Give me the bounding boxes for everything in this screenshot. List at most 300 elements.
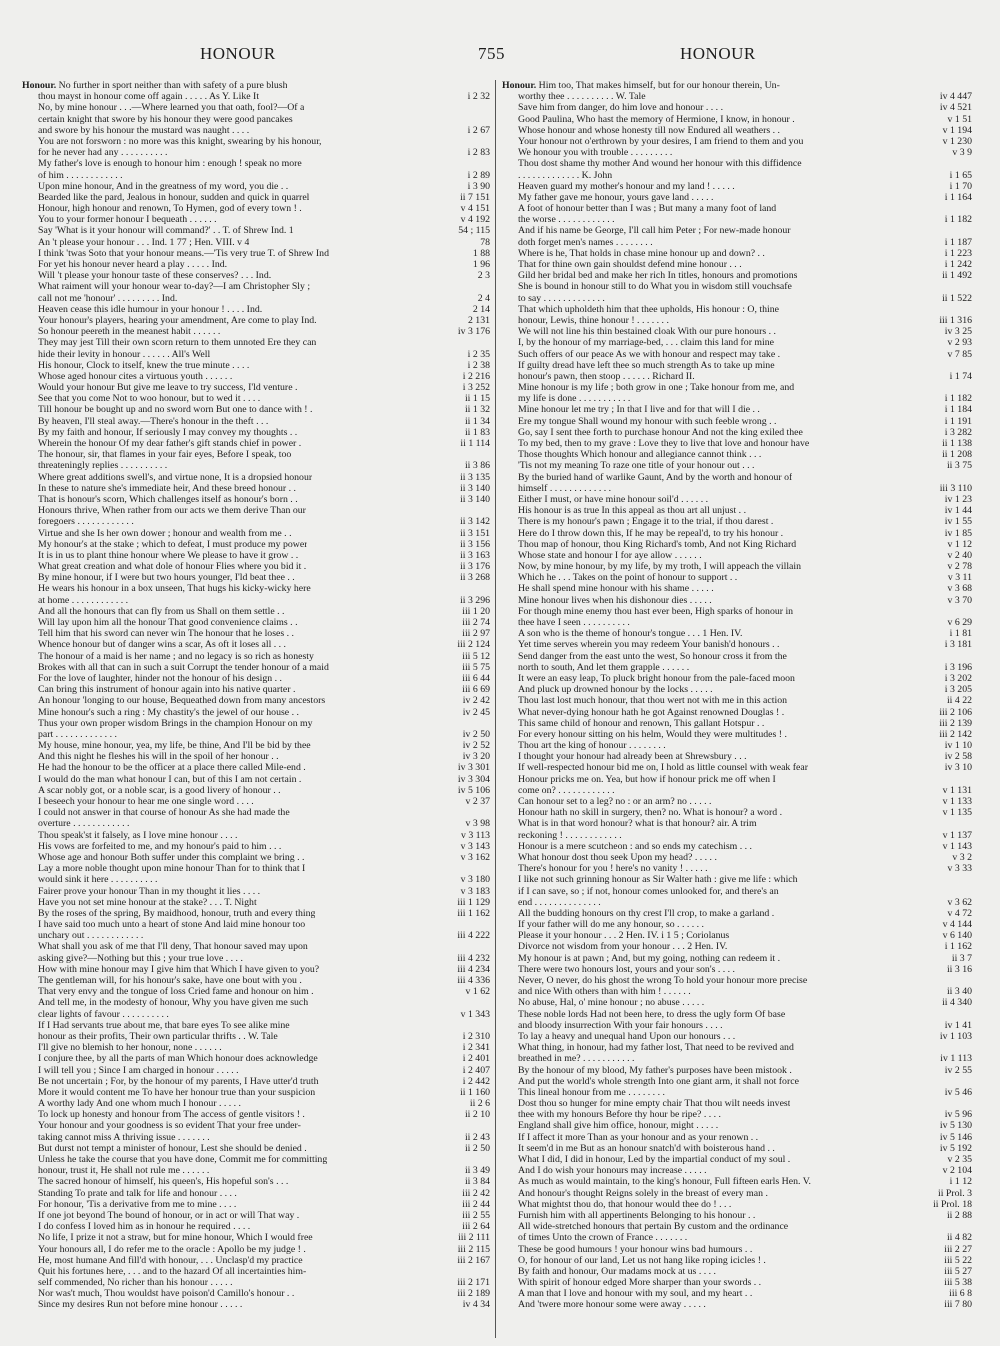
quotation-text: And tell me, in the modesty of honour, Why you have given me such [38, 997, 309, 1009]
entry-line [502, 1288, 972, 1299]
quotation-text: Now, by mine honour, by my life, by my troth, I will appeach the villain [518, 561, 802, 573]
entry-line [502, 796, 972, 807]
entry-line [22, 785, 490, 796]
quotation-text: Whose age and honour Both suffer under this complaint we bring . . [38, 851, 305, 863]
citation-reference: i 3 252 [462, 382, 490, 394]
entry-line [502, 248, 972, 259]
entry-line [22, 1266, 490, 1277]
citation-reference: ii 4 340 [942, 997, 972, 1009]
entry-line [502, 281, 972, 292]
headword: Honour. [22, 80, 59, 91]
entry-line [502, 91, 972, 102]
citation-reference: ii 2 6 [469, 1098, 490, 1110]
quotation-text: of him . . . . . . . . . . . . [38, 169, 123, 181]
citation-reference: iii 2 55 [462, 1209, 490, 1221]
quotation-text: Whose honour and whose honesty till now Endured all weathers . . [518, 124, 781, 136]
citation-reference: v 1 62 [465, 986, 490, 998]
entry-line [502, 259, 972, 270]
quotation-text: But durst not tempt a minister of honour, Lest she should be denied . [38, 1142, 307, 1154]
quotation-text: They may jest Till their own scorn return to them unnoted Ere they can [38, 337, 317, 349]
quotation-text: Please it your honour . . . 2 Hen. IV. i 1 5 ; Coriolanus [518, 930, 730, 942]
entry-line [22, 651, 490, 662]
quotation-text: Your honour's players, hearing your amendment, Are come to play Ind. [38, 314, 317, 326]
quotation-text: come on? . . . . . . . . . . . . [518, 784, 615, 796]
entry-line [22, 181, 490, 192]
citation-reference: i 3 181 [944, 639, 972, 651]
quotation-text: part . . . . . . . . . . . . . [38, 728, 117, 740]
quotation-text: And honour's thought Reigns solely in the breast of every man . [518, 1187, 768, 1199]
quotation-text: His honour, Clock to itself, knew the true minute . . . . [38, 359, 250, 371]
entry-line [502, 315, 972, 326]
entry-line [502, 270, 972, 281]
citation-reference: iv 1 41 [944, 1019, 972, 1031]
entry-line [502, 639, 972, 650]
entry-line [502, 595, 972, 606]
quotation-text: and bloody insurrection With your fair honours . . . . [518, 1019, 723, 1031]
entry-line [22, 818, 490, 829]
entry-line [22, 662, 490, 673]
citation-reference: v 1 135 [942, 807, 972, 819]
citation-reference: ii 3 140 [460, 482, 490, 494]
entry-line [22, 158, 490, 169]
quotation-text: And I do wish your honours may increase . . . . . [518, 1165, 707, 1177]
citation-reference: iv 5 146 [939, 1131, 972, 1143]
citation-reference: v 3 143 [460, 840, 490, 852]
citation-reference: v 1 137 [942, 829, 972, 841]
header-right-headword: HONOUR [680, 44, 756, 63]
entry-line [502, 751, 972, 762]
citation-reference: 54 ; 115 [458, 225, 490, 237]
entry-line [502, 651, 972, 662]
quotation-text: Fairer prove your honour Than in my thought it lies . . . . [38, 885, 261, 897]
entry-line [22, 740, 490, 751]
quotation-text: honour as their profits, Their own particular thrifts . . W. Tale [38, 1030, 278, 1042]
quotation-text: I, by the honour of my marriage-bed, . . . claim this land for mine [518, 337, 775, 349]
quotation-text: taking cannot miss A thriving issue . . . . . . . [38, 1131, 210, 1143]
entry-line [502, 874, 972, 885]
quotation-text: So honour peereth in the meanest habit . . . . . . [38, 326, 221, 338]
citation-reference: v 3 113 [460, 829, 490, 841]
citation-reference: v 3 180 [460, 874, 490, 886]
citation-reference: iv 1 23 [944, 493, 972, 505]
quotation-text: Mine honour's such a ring : My chastity's the jewel of our house . . [38, 706, 299, 718]
entry-line [502, 785, 972, 796]
entry-line [22, 796, 490, 807]
quotation-text: Thou last lost much honour, that thou wert not with me in this action [518, 695, 787, 707]
citation-reference: 2 3 [477, 270, 490, 282]
citation-reference: v 3 70 [947, 594, 972, 606]
citation-reference: i 2 38 [467, 359, 490, 371]
quotation-text: I will tell you ; Since I am charged in honour . . . . . [38, 1064, 239, 1076]
citation-reference: i 2 442 [462, 1075, 490, 1087]
quotation-text: Thou speak'st it falsely, as I love mine honour . . . . [38, 829, 238, 841]
citation-reference: i 1 223 [944, 247, 972, 259]
quotation-text: Brokes with all that can in such a suit Corrupt the tender honour of a maid [38, 661, 329, 673]
citation-reference: iii 2 115 [457, 1243, 490, 1255]
citation-reference: iv 4 34 [462, 1299, 490, 1311]
quotation-text: thou mayst in honour come off again . . . . . As Y. Like It [38, 91, 260, 103]
entry-line [22, 528, 490, 539]
entry-line [502, 1299, 972, 1310]
quotation-text: Can bring this instrument of honour again into his native quarter . [38, 684, 296, 696]
entry-line [502, 181, 972, 192]
entry-line [22, 80, 490, 91]
citation-reference: iv 2 50 [462, 728, 490, 740]
entry-line [22, 762, 490, 773]
quotation-text: By mine honour, if I were but two hours younger, I'ld beat thee . . [38, 572, 295, 584]
quotation-text: I have said too much unto a heart of stone And laid mine honour too [38, 919, 306, 931]
quotation-text: If I Had servants true about me, that bare eyes To see alike mine [38, 1019, 290, 1031]
quotation-text: With spirit of honour edged More sharper than your swords . . [518, 1277, 762, 1289]
entry-line [502, 427, 972, 438]
citation-reference: i 1 191 [944, 415, 972, 427]
right-column [502, 80, 972, 1342]
entry-line [22, 382, 490, 393]
quotation-text: I like not such grinning honour as Sir Walter hath : give me life : which [518, 874, 798, 886]
quotation-text: What is in that word honour? what is that honour? air. A trim [518, 818, 757, 830]
quotation-text: clear lights of favour . . . . . . . . . . [38, 1008, 169, 1020]
quotation-text: self commended, No richer than his honour . . . . . [38, 1277, 233, 1289]
citation-reference: iii 5 27 [944, 1265, 972, 1277]
citation-reference: ii 4 22 [946, 695, 972, 707]
entry-line [22, 863, 490, 874]
entry-line [22, 1132, 490, 1143]
entry-line [22, 639, 490, 650]
citation-reference: v 3 62 [947, 896, 972, 908]
entry-line [502, 125, 972, 136]
citation-reference: iv 3 304 [457, 773, 490, 785]
citation-reference: iii 4 232 [457, 952, 490, 964]
entry-line [502, 326, 972, 337]
entry-line [22, 349, 490, 360]
citation-reference: v 3 9 [952, 147, 972, 159]
quotation-text: thee with my honours Before thy hour be ripe? . . . . [518, 1109, 721, 1121]
entry-line [502, 158, 972, 169]
quotation-text: In these to nature she's immediate heir, And these breed honour . . [38, 482, 296, 494]
quotation-text: Save him from danger, do him love and honour . . . . [518, 102, 724, 114]
entry-line [22, 975, 490, 986]
citation-reference: iv 3 20 [462, 751, 490, 763]
quotation-text: A foot of honour better than I was ; But many a many foot of land [518, 203, 777, 215]
entry-line [22, 203, 490, 214]
quotation-text: hide their levity in honour . . . . . . All's Well [38, 348, 211, 360]
citation-reference: 2 4 [477, 292, 490, 304]
citation-reference: ii 3 86 [464, 460, 490, 472]
entry-line [22, 751, 490, 762]
citation-reference: i 2 83 [467, 147, 490, 159]
quotation-text: Virtue and she Is her own dower ; honour and wealth from me . . [38, 527, 292, 539]
entry-line [502, 964, 972, 975]
quotation-text: to say . . . . . . . . . . . . . [518, 292, 605, 304]
quotation-text: By the buried hand of warlike Gaunt, And by the worth and honour of [518, 471, 793, 483]
entry-line [22, 225, 490, 236]
quotation-text: She is bound in honour still to do What you in wisdom still vouchsafe [518, 281, 792, 293]
quotation-text: Say 'What is it your honour will command?' . . T. of Shrew Ind. 1 [38, 225, 294, 237]
quotation-text: England shall give him office, honour, might . . . . . [518, 1120, 719, 1132]
citation-reference: v 3 11 [947, 572, 972, 584]
citation-reference: i 2 89 [467, 169, 490, 181]
entry-line [22, 539, 490, 550]
citation-reference: v 2 35 [947, 1154, 972, 1165]
citation-reference: iv 1 10 [944, 740, 972, 752]
citation-reference: i 3 196 [944, 661, 972, 673]
entry-line [502, 460, 972, 471]
entry-line [22, 114, 490, 125]
quotation-text: Go, say I sent thee forth to purchase honour And not the king exiled thee [518, 426, 803, 438]
quotation-text: worthy thee . . . . . . . . . . W. Tale [518, 91, 646, 103]
quotation-text: His vows are forfeited to me, and my honour's paid to him . . . [38, 840, 282, 852]
quotation-text: My honour is at pawn ; And, but my going, nothing can redeem it . [518, 952, 781, 964]
citation-reference: ii 3 296 [460, 594, 490, 606]
entry-line [502, 852, 972, 863]
entry-line [22, 516, 490, 527]
quotation-text: I do confess I loved him as in honour he required . . . . [38, 1221, 251, 1233]
quotation-text: I conjure thee, by all the parts of man Which honour does acknowledge [38, 1053, 318, 1065]
quotation-text: O, for honour of our land, Let us not hang like roping icicles ! . [518, 1254, 766, 1266]
citation-reference: iii 5 75 [462, 661, 490, 673]
entry-line [502, 1087, 972, 1098]
citation-reference: iv 3 10 [944, 762, 972, 774]
citation-reference: ii 2 43 [464, 1131, 490, 1143]
quotation-text: Tell him that his sword can never win The honour that he loses . . [38, 628, 294, 640]
quotation-text: My honour's at the stake ; which to defeat, I must produce my power [38, 538, 308, 550]
entry-line [22, 1009, 490, 1020]
citation-reference: i 1 65 [949, 169, 972, 181]
quotation-text: my life is done . . . . . . . . . . . [518, 393, 631, 405]
entry-line [22, 1165, 490, 1176]
quotation-text: breathed in me? . . . . . . . . . . . [518, 1053, 635, 1065]
entry-line [22, 438, 490, 449]
entry-line [22, 326, 490, 337]
citation-reference: i 3 282 [944, 426, 972, 438]
entry-line [22, 628, 490, 639]
entry-line [22, 886, 490, 897]
citation-reference: iii 1 129 [457, 896, 490, 908]
citation-reference: ii 1 522 [942, 292, 972, 304]
entry-line [502, 1232, 972, 1243]
entry-line [502, 449, 972, 460]
citation-reference: v 4 151 [460, 203, 490, 215]
quotation-text: You are not forsworn : no more was this knight, swearing by his honour, [38, 135, 322, 147]
quotation-text: More it would content me To have her honour true than your suspicion [38, 1086, 316, 1098]
entry-line [502, 606, 972, 617]
entry-line [22, 1255, 490, 1266]
entry-line [502, 371, 972, 382]
entry-line [502, 349, 972, 360]
citation-reference: iii 6 69 [462, 684, 490, 696]
citation-reference: ii 1 114 [460, 438, 490, 449]
entry-line [22, 1210, 490, 1221]
quotation-text: unchary out . . . . . . . . . . . . [38, 930, 144, 942]
entry-line [502, 505, 972, 516]
quotation-text: at home . . . . . . . . . . . . [38, 594, 129, 606]
citation-reference: i 2 32 [467, 91, 490, 103]
entry-line [502, 516, 972, 527]
entry-line [22, 1076, 490, 1087]
citation-reference: i 2 67 [467, 124, 490, 136]
quotation-text: That for thine own gain shouldst defend mine honour . . . [518, 259, 742, 270]
quotation-text: It is in us to plant thine honour where We please to have it grow . . [38, 549, 299, 561]
entry-line [22, 371, 490, 382]
citation-reference: ii 1 208 [942, 449, 972, 461]
quotation-text: call not me 'honour' . . . . . . . . . Ind. [38, 292, 178, 304]
entry-line [502, 1165, 972, 1176]
citation-reference: ii 3 40 [946, 986, 972, 998]
page-header [0, 44, 1000, 68]
citation-reference: iii 2 124 [457, 639, 490, 651]
quotation-text: And this night he fleshes his will in the spoil of her honour . . [38, 751, 279, 763]
citation-reference: ii 1 160 [460, 1086, 490, 1098]
entry-line [502, 986, 972, 997]
citation-reference: ii Prol. 3 [937, 1187, 972, 1199]
entry-line [502, 438, 972, 449]
quotation-text: By the honour of my blood, My father's purposes have been mistook . [518, 1064, 792, 1076]
citation-reference: 2 14 [472, 303, 490, 315]
quotation-text: No abuse, Hal, o' mine honour ; no abuse . . . . . [518, 997, 705, 1009]
citation-reference: iii 2 139 [939, 717, 972, 729]
quotation-text: What shall you ask of me that I'll deny, That honour saved may upon [38, 941, 308, 953]
quotation-text: It seem'd in me But as an honour snatch'd with boisterous hand . . [518, 1142, 775, 1154]
citation-reference: v 1 51 [947, 113, 972, 125]
entry-line [22, 718, 490, 729]
entry-line [22, 393, 490, 404]
quotation-text: Those thoughts Which honour and allegiance cannot think . . . [518, 449, 762, 461]
citation-reference: v 6 140 [942, 930, 972, 942]
quotation-text: My father's love is enough to honour him : enough ! speak no more [38, 158, 302, 170]
entry-line [502, 393, 972, 404]
quotation-text: Bearded like the pard, Jealous in honour, sudden and quick in quarrel [38, 191, 310, 203]
quotation-text: Your honours all, I do refer me to the oracle : Apollo be my judge ! . [38, 1243, 306, 1255]
entry-line [502, 941, 972, 952]
quotation-text: Divorce not wisdom from your honour . . . 2 Hen. IV. [518, 941, 728, 953]
citation-reference: ii 3 268 [460, 572, 490, 584]
entry-line [22, 1199, 490, 1210]
citation-reference: i 1 164 [944, 191, 972, 203]
citation-reference: iii 6 8 [949, 1288, 972, 1300]
entry-line [502, 1244, 972, 1255]
quotation-text: By my faith and honour, If seriously I may convey my thoughts . . [38, 426, 298, 438]
quotation-text: All the budding honours on thy crest I'll crop, to make a garland . [518, 907, 775, 919]
citation-reference: iv 5 96 [944, 1109, 972, 1121]
entry-line [22, 561, 490, 572]
entry-line [22, 360, 490, 371]
citation-reference: ii 1 32 [464, 404, 490, 416]
entry-line [22, 170, 490, 181]
entry-line [502, 997, 972, 1008]
entry-line [502, 214, 972, 225]
entry-line [22, 1065, 490, 1076]
page-number: 755 [478, 44, 505, 63]
quotation-text: His honour is as true In this appeal as thou art all unjust . . [518, 505, 747, 517]
quotation-text: And pluck up drowned honour by the locks . . . . . [518, 684, 713, 696]
citation-reference: ii 3 163 [460, 549, 490, 561]
citation-reference: v 1 343 [460, 1008, 490, 1020]
citation-reference: v 4 192 [460, 214, 490, 226]
quotation-text: To lay a heavy and unequal hand Upon our honours . . . [518, 1030, 736, 1042]
quotation-text: I'll give no blemish to her honour, none . . . . . . [38, 1042, 222, 1054]
quotation-text: See that you come Not to woo honour, but to wed it . . . . [38, 393, 261, 405]
citation-reference: i 1 162 [944, 941, 972, 953]
citation-reference: iii 7 80 [944, 1299, 972, 1311]
citation-reference: iv 2 52 [462, 740, 490, 752]
entry-line [22, 572, 490, 583]
column-divider [495, 80, 496, 1338]
quotation-text: If guilty dread have left thee so much strength As to take up mine [518, 359, 775, 371]
quotation-text: The sacred honour of himself, his queen's, His hopeful son's . . . [38, 1176, 289, 1188]
citation-reference: v 2 78 [947, 561, 972, 573]
quotation-text: It were an easy leap, To pluck bright honour from the pale-faced moon [518, 672, 795, 684]
quotation-text: I would do the man what honour I can, but of this I am not certain . [38, 773, 302, 785]
entry-line [502, 136, 972, 147]
citation-reference: ii 3 75 [946, 460, 972, 472]
citation-reference: v 1 230 [942, 135, 972, 147]
citation-reference: iii 6 44 [462, 672, 490, 684]
quotation-text: There's honour for you ! here's no vanity ! . . . . . [518, 863, 708, 875]
citation-reference: iv 5 46 [944, 1086, 972, 1098]
citation-reference: ii Prol. 18 [933, 1198, 972, 1210]
citation-reference: i 3 90 [467, 180, 490, 192]
quotation-text: The honour of a maid is her name ; and no legacy is so rich as honesty [38, 650, 314, 662]
quotation-text: thee have I seen . . . . . . . . . . [518, 617, 630, 628]
entry-line [502, 1277, 972, 1288]
citation-reference: iii 1 162 [457, 907, 490, 919]
quotation-text: He had the honour to be the officer at a place there called Mile-end . [38, 762, 306, 774]
entry-line [502, 1199, 972, 1210]
citation-reference: ii 3 151 [460, 527, 490, 539]
entry-line [502, 1176, 972, 1187]
citation-reference: iii 1 316 [939, 314, 972, 326]
quotation-text: What mightst thou do, that honour would thee do ! . . . [518, 1198, 732, 1210]
quotation-text: What never-dying honour hath he got Against renowned Douglas ! . [518, 706, 785, 718]
entry-line [22, 583, 490, 594]
entry-line [502, 628, 972, 639]
citation-reference: i 3 202 [944, 672, 972, 684]
entry-line [22, 595, 490, 606]
quotation-text: My house, mine honour, yea, my life, be thine, And I'll be bid by thee [38, 740, 311, 752]
quotation-text: Thus your own proper wisdom Brings in the champion Honour on my [38, 717, 313, 729]
quotation-text: For yet his honour never heard a play . . . . . Ind. [38, 259, 228, 270]
citation-reference: iv 4 447 [939, 91, 972, 103]
quotation-text: Mine honour lives when his dishonour dies . . . . . [518, 594, 712, 606]
entry-line [502, 1042, 972, 1053]
left-column [22, 80, 490, 1342]
quotation-text: By heaven, I'll steal away.—There's honour in the theft . . . [38, 415, 269, 427]
entry-line [22, 1221, 490, 1232]
quotation-text: That very envy and the tongue of loss Cried fame and honour on him . [38, 986, 314, 998]
quotation-text: Have you not set mine honour at the stake? . . . T. Night [38, 896, 257, 908]
entry-line [22, 449, 490, 460]
quotation-text: would sink it here . . . . . . . . . . [38, 874, 158, 886]
quotation-text: A scar nobly got, or a noble scar, is a good livery of honour . . [38, 784, 281, 796]
entry-line [22, 214, 490, 225]
entry-line [502, 293, 972, 304]
entry-line [22, 550, 490, 561]
quotation-text: And put the world's whole strength Into one giant arm, it shall not force [518, 1075, 799, 1087]
quotation-text: Will lay upon him all the honour That good convenience claims . . [38, 617, 298, 628]
citation-reference: ii 1 34 [464, 415, 490, 427]
quotation-text: Standing To prate and talk for life and honour . . . . [38, 1187, 237, 1199]
citation-reference: i 1 242 [944, 259, 972, 270]
entry-line [502, 360, 972, 371]
citation-reference: iii 5 12 [462, 650, 490, 662]
quotation-text: Whose aged honour cites a virtuous youth . . . . . . [38, 370, 233, 382]
quotation-text: A worthy lady And one whom much I honour . . . . . [38, 1098, 241, 1110]
quotation-text: We will not line his thin bestained cloak With our pure honours . . [518, 326, 776, 338]
citation-reference: v 3 162 [460, 851, 490, 863]
entry-line [502, 1266, 972, 1277]
quotation-text: Would your honour But give me leave to try success, I'ld venture . [38, 382, 298, 394]
entry-line [502, 1120, 972, 1131]
